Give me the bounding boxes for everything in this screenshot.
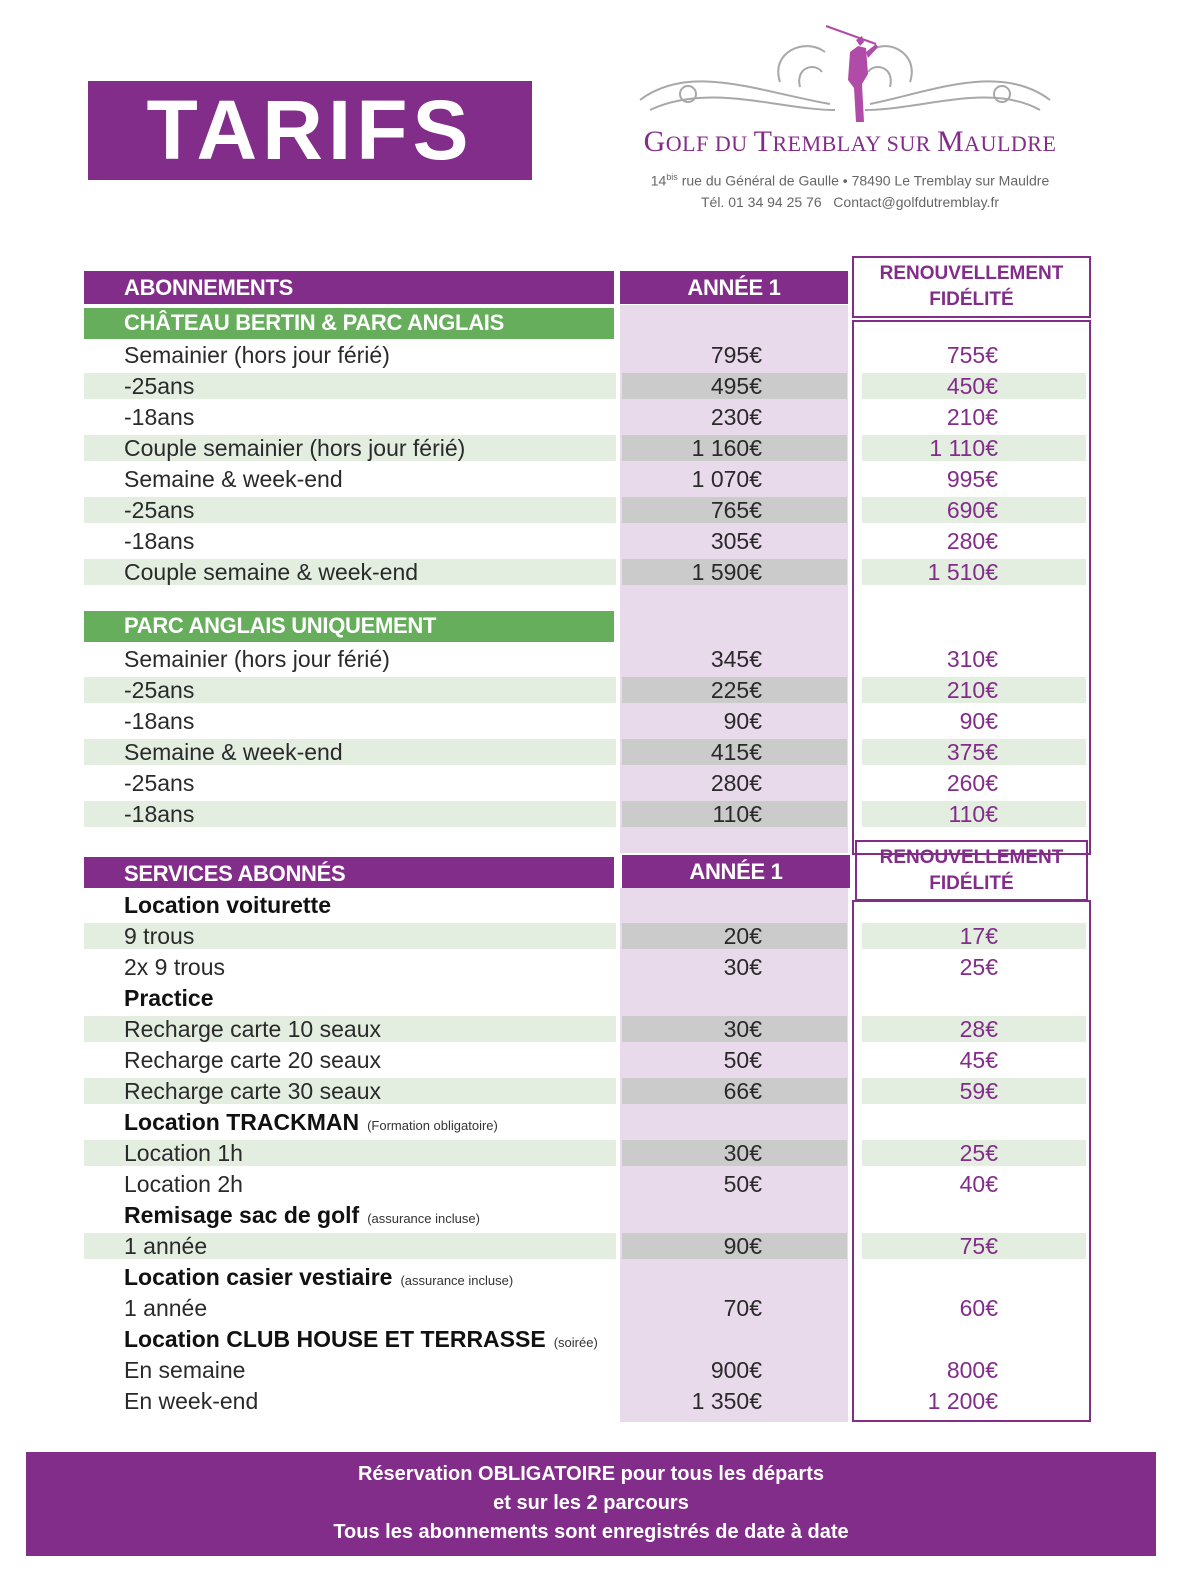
row-shade [862, 1326, 1086, 1352]
price-fidelite: 210€ [946, 677, 998, 703]
row-label-text: Practice [124, 985, 214, 1011]
row-label [124, 674, 194, 706]
row-label-text: -25ans [124, 497, 195, 523]
table-row [0, 954, 1200, 980]
row-shade [862, 1264, 1086, 1290]
table-row [0, 1388, 1200, 1414]
table-row [0, 646, 1200, 672]
price-annee1: 345€ [710, 646, 762, 672]
row-shade [862, 985, 1086, 1011]
row-label [124, 494, 194, 526]
row-shade [622, 985, 847, 1011]
category-label [124, 982, 214, 1014]
row-label [124, 951, 225, 983]
price-annee1: 415€ [710, 739, 762, 765]
price-fidelite: 375€ [946, 739, 998, 765]
row-label [124, 1230, 207, 1262]
price-annee1: 90€ [723, 1233, 762, 1259]
row-label-text: Remisage sac de golf [124, 1202, 360, 1228]
table-row [0, 1264, 1200, 1290]
logo-golf-name: GOLF DU TREMBLAY SUR MAULDRE [643, 125, 1057, 158]
price-annee1: 305€ [710, 528, 762, 554]
row-shade [622, 1202, 847, 1228]
fidelite-header: RENOUVELLEMENT FIDÉLITÉ [852, 256, 1091, 318]
price-fidelite: 28€ [959, 1016, 998, 1042]
row-label-text: Location TRACKMAN [124, 1109, 360, 1135]
table-row [0, 404, 1200, 430]
row-label [124, 1168, 243, 1200]
price-annee1: 280€ [710, 770, 762, 796]
row-shade [862, 1202, 1086, 1228]
table-row [0, 559, 1200, 585]
row-label-text: -25ans [124, 770, 195, 796]
table-row [0, 435, 1200, 461]
row-label-text: 9 trous [124, 923, 195, 949]
price-annee1: 20€ [723, 923, 762, 949]
table-row [0, 739, 1200, 765]
price-fidelite: 25€ [959, 1140, 998, 1166]
row-label-text: Semainier (hors jour férié) [124, 646, 390, 672]
golf-logo-icon [630, 22, 1060, 132]
table-row [0, 1078, 1200, 1104]
services-header: SERVICES ABONNÉS [84, 857, 614, 888]
row-label-text: 1 année [124, 1233, 208, 1259]
row-label-text: En semaine [124, 1357, 246, 1383]
row-label [124, 920, 194, 952]
row-label-text: -18ans [124, 801, 195, 827]
table-row [0, 342, 1200, 368]
row-label-text: Recharge carte 30 seaux [124, 1078, 381, 1104]
row-label [124, 767, 194, 799]
row-label-text: -25ans [124, 373, 195, 399]
row-label [124, 1075, 381, 1107]
row-shade [862, 892, 1086, 918]
row-shade [862, 1109, 1086, 1135]
row-note: (soirée) [553, 1335, 598, 1350]
annee1-header: ANNÉE 1 [620, 271, 848, 304]
table-row [0, 373, 1200, 399]
table-row [0, 1357, 1200, 1383]
page-title: TARIFS [146, 83, 474, 177]
price-annee1: 230€ [710, 404, 762, 430]
row-shade [622, 1326, 847, 1352]
address: $14^{bis}$ rue du Général de Gaulle • 78490 Le Tremblay sur Mauldre [650, 172, 1050, 189]
price-fidelite: 90€ [959, 708, 998, 734]
price-annee1: 795€ [710, 342, 762, 368]
price-fidelite: 995€ [946, 466, 998, 492]
row-label [124, 1013, 381, 1045]
abonnements-header: ABONNEMENTS [84, 271, 614, 304]
row-label-text: Semaine & week-end [124, 739, 343, 765]
table-row [0, 892, 1200, 918]
price-fidelite: 450€ [946, 373, 998, 399]
row-label-text: -25ans [124, 677, 195, 703]
price-fidelite: 40€ [959, 1171, 998, 1197]
table-row [0, 801, 1200, 827]
price-fidelite: 310€ [946, 646, 998, 672]
row-label-text: -18ans [124, 528, 195, 554]
row-label-text: Couple semainier (hors jour férié) [124, 435, 466, 461]
row-label-text: Recharge carte 20 seaux [124, 1047, 381, 1073]
row-label-text: Location casier vestiaire [124, 1264, 393, 1290]
row-note: (assurance incluse) [367, 1211, 480, 1226]
table-row [0, 985, 1200, 1011]
row-label [124, 370, 194, 402]
row-label-text: 1 année [124, 1295, 208, 1321]
services-fidelite-header: RENOUVELLEMENT FIDÉLITÉ [855, 840, 1088, 901]
price-annee1: 225€ [710, 677, 762, 703]
table-row [0, 1171, 1200, 1197]
row-note: (assurance incluse) [400, 1273, 514, 1288]
row-label [124, 401, 194, 433]
row-label [124, 339, 390, 371]
row-label [124, 1137, 243, 1169]
table-row [0, 1326, 1200, 1352]
table-row [0, 1233, 1200, 1259]
row-label-text: En week-end [124, 1388, 259, 1414]
row-label-text: -18ans [124, 708, 195, 734]
category-label [124, 889, 331, 921]
price-fidelite: 110€ [948, 801, 998, 827]
table-row [0, 1202, 1200, 1228]
footer-line-1: Réservation OBLIGATOIRE pour tous les départs [357, 1463, 824, 1485]
price-annee1: 495€ [710, 373, 762, 399]
row-label-text: Location CLUB HOUSE ET TERRASSE [124, 1326, 546, 1352]
table-row [0, 466, 1200, 492]
price-fidelite: 260€ [946, 770, 998, 796]
price-annee1: 50€ [723, 1047, 762, 1073]
row-label-text: Recharge carte 10 seaux [124, 1016, 381, 1042]
price-fidelite: 690€ [946, 497, 998, 523]
price-annee1: 50€ [723, 1171, 762, 1197]
table-row [0, 1295, 1200, 1321]
price-annee1: 1 070€ [691, 466, 762, 492]
price-annee1: 1 160€ [691, 435, 762, 461]
table-row [0, 1109, 1200, 1135]
row-label [124, 1354, 245, 1386]
price-fidelite: 800€ [946, 1357, 998, 1383]
price-fidelite: 17€ [959, 923, 998, 949]
price-fidelite: 59€ [959, 1078, 998, 1104]
price-annee1: 110€ [712, 801, 762, 827]
row-label [124, 525, 194, 557]
price-fidelite: 25€ [959, 954, 998, 980]
row-label [124, 705, 194, 737]
row-label [124, 1292, 207, 1324]
table-row [0, 1047, 1200, 1073]
row-label [124, 1385, 258, 1417]
row-label-text: Location 2h [124, 1171, 243, 1197]
row-label [124, 798, 194, 830]
table-row [0, 770, 1200, 796]
section-chateau-bertin: CHÂTEAU BERTIN & PARC ANGLAIS [84, 308, 614, 339]
price-annee1: 765€ [710, 497, 762, 523]
row-note: (Formation obligatoire) [367, 1118, 498, 1133]
row-label-text: 2x 9 trous [124, 954, 225, 980]
row-label-text: Semainier (hors jour férié) [124, 342, 390, 368]
price-fidelite: 1 510€ [927, 559, 998, 585]
table-row [0, 528, 1200, 554]
row-label-text: Location 1h [124, 1140, 243, 1166]
row-label [124, 463, 343, 495]
footer-line-2: et sur les 2 parcours [493, 1492, 689, 1514]
table-row [0, 677, 1200, 703]
services-annee1-header: ANNÉE 1 [622, 855, 850, 888]
row-label [124, 1044, 381, 1076]
price-fidelite: 210€ [946, 404, 998, 430]
price-fidelite: 45€ [959, 1047, 998, 1073]
price-fidelite: 755€ [946, 342, 998, 368]
row-label [124, 556, 418, 588]
table-row [0, 1140, 1200, 1166]
footer-line-3: Tous les abonnements sont enregistrés de date à date [333, 1521, 849, 1543]
row-label [124, 643, 390, 675]
price-fidelite: 1 200€ [927, 1388, 998, 1414]
section-parc-anglais: PARC ANGLAIS UNIQUEMENT [84, 611, 614, 642]
price-annee1: 90€ [723, 708, 762, 734]
contact: Tél. 01 34 94 25 76 Contact@golfdutremblay.fr [700, 194, 999, 210]
row-label-text: Semaine & week-end [124, 466, 343, 492]
table-row [0, 1016, 1200, 1042]
price-annee1: 30€ [723, 954, 762, 980]
row-shade [622, 1109, 847, 1135]
price-annee1: 30€ [723, 1140, 762, 1166]
row-label-text: -18ans [124, 404, 195, 430]
price-fidelite: 1 110€ [929, 435, 998, 461]
price-annee1: 1 350€ [691, 1388, 762, 1414]
price-fidelite: 75€ [959, 1233, 998, 1259]
row-label [124, 432, 465, 464]
price-annee1: 66€ [723, 1078, 762, 1104]
price-annee1: 70€ [723, 1295, 762, 1321]
row-shade [622, 1264, 847, 1290]
table-row [0, 708, 1200, 734]
row-label-text: Location voiturette [124, 892, 332, 918]
price-fidelite: 280€ [946, 528, 998, 554]
price-annee1: 900€ [710, 1357, 762, 1383]
row-label [124, 736, 343, 768]
table-row [0, 497, 1200, 523]
row-shade [622, 892, 847, 918]
price-fidelite: 60€ [959, 1295, 998, 1321]
price-annee1: 30€ [723, 1016, 762, 1042]
table-row [0, 923, 1200, 949]
price-annee1: 1 590€ [691, 559, 762, 585]
row-label-text: Couple semaine & week-end [124, 559, 419, 585]
